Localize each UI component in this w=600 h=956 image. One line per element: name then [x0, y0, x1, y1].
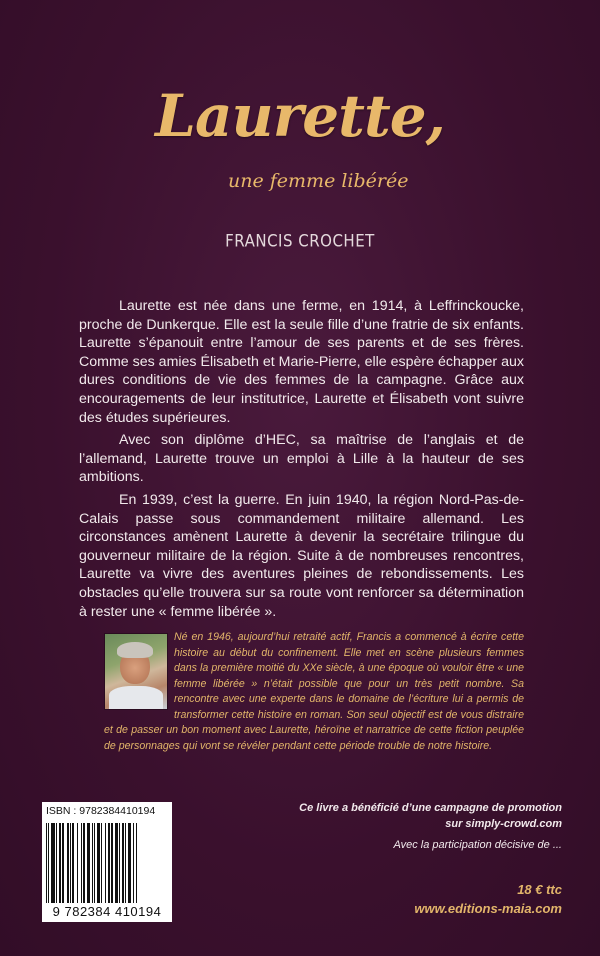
- barcode-gap: [137, 823, 138, 903]
- book-title: Laurette,: [155, 82, 445, 150]
- author-bio-text: Né en 1946, aujourd’hui retraité actif, Francis a commencé à écrire cette histoire au début du confinement. Elle met en scène plusieurs femmes dans la première moitié du XXe siècle, à une époque où vouloir être « une femme libérée » n’était possible que pour un très petit nombre. Sa rencontre avec une experte dans le domaine de l’écriture lui a permis de transformer cette histoire en roman. Son seul objectif est de vous distraire et de passer un bon moment avec Laurette, héroïne et narratrice de cette fiction peuplée de personnages qui vont se révéler pendant cette période trouble de notre histoire.: [104, 631, 524, 752]
- synopsis-paragraph: Laurette est née dans une ferme, en 1914, à Leffrinckoucke, proche de Dunkerque. Elle est la seule fille d’une fratrie de six enfants. Laurette s’épanouit entre l’amour de ses parents et de ses frères. Comme ses amies Élisabeth et Marie-Pierre, elle espère échapper aux dures conditions de vie des femmes de la campagne. Grâce aux encouragements de leur institutrice, Laurette et Élisabeth vont suivre des études supérieures.: [79, 298, 524, 426]
- promotion-line-2: sur simply-crowd.com: [445, 818, 562, 830]
- barcode-digits: 9 782384 410194: [52, 904, 162, 919]
- book-subtitle: une femme libérée: [228, 170, 409, 192]
- promotion-note: [242, 800, 562, 832]
- promotion-line-1: Ce livre a bénéficié d’une campagne de promotion: [299, 802, 562, 814]
- price: 18 € ttc: [517, 882, 562, 897]
- participation-note: Avec la participation décisive de ...: [393, 839, 562, 851]
- author-name: FRANCIS CROCHET: [225, 230, 375, 252]
- isbn-barcode: [42, 802, 172, 922]
- publisher-website: www.editions-maia.com: [414, 901, 562, 916]
- synopsis-paragraph: Avec son diplôme d’HEC, sa maîtrise de l’anglais et de l’allemand, Laurette trouve un emploi à Lille à la hauteur de ses ambitions.: [79, 432, 524, 486]
- author-photo-shirt: [109, 686, 163, 709]
- synopsis-paragraph: En 1939, c’est la guerre. En juin 1940, la région Nord-Pas-de-Calais passe sous commandement militaire allemand. Les circonstances amènent Laurette à devenir la secrétaire trilingue du gouverneur militaire de la région. Suite à de nombreuses rencontres, Laurette va vivre des aventures pleines de rebondissements. Les obstacles qu’elle trouvera sur sa route vont renforcer sa détermination à rester une « femme libérée ».: [79, 491, 524, 620]
- barcode-bars: [46, 823, 168, 903]
- author-photo: [104, 633, 168, 710]
- synopsis: [79, 297, 524, 625]
- author-photo-hair: [117, 642, 153, 658]
- isbn-label: ISBN : 9782384410194: [46, 805, 156, 817]
